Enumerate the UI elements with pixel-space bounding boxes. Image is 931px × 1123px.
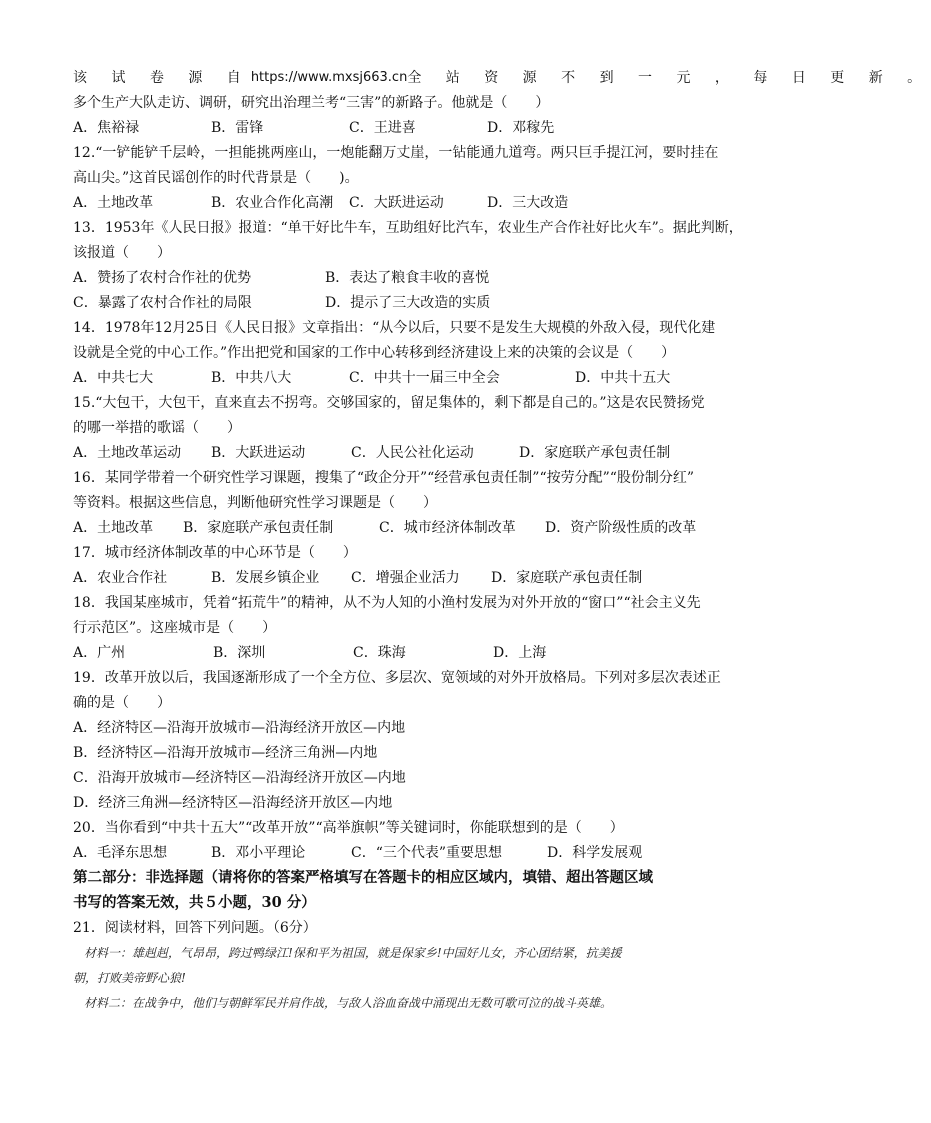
q11-continuation: 多个生产大队走访、调研，研究出治理兰考“三害”的新路子。他就是（ ）	[73, 95, 550, 111]
option-d: D．上海	[493, 645, 547, 661]
option-d: D．提示了三大改造的实质	[325, 295, 491, 311]
q13-stem-line1: 13．1953年《人民日报》报道：“单干好比牛车，互助组好比汽车，农业生产合作社好比火车”。据此判断，	[73, 220, 743, 236]
option-a: A．毛泽东思想	[73, 845, 168, 861]
option-c: C．珠海	[353, 645, 406, 661]
option-a: A．土地改革运动	[73, 445, 182, 461]
option-a: A．焦裕禄	[73, 120, 140, 136]
q17-stem: 17．城市经济体制改革的中心环节是（ ）	[73, 545, 357, 561]
q15-stem-line1: 15.“大包干，大包干，直来直去不拐弯。交够国家的，留足集体的，剩下都是自己的。”这是农民赞扬党	[73, 395, 705, 411]
q18-options	[73, 643, 734, 663]
option-b: B．发展乡镇企业	[211, 570, 320, 586]
option-a: A．土地改革	[73, 195, 154, 211]
option-c: C．大跃进运动	[349, 195, 444, 211]
q18-stem-line1: 18．我国某座城市，凭着“拓荒牛”的精神，从不为人知的小渔村发展为对外开放的“窗口”“社会主义先	[73, 595, 701, 611]
option-c: C．中共十一届三中全会	[349, 370, 500, 386]
q19-option-b: B．经济特区—沿海开放城市—经济三角洲—内地	[73, 745, 378, 761]
option-d: D．中共十五大	[575, 370, 671, 386]
option-c: C．暴露了农村合作社的局限	[73, 295, 252, 311]
q19-stem-line1: 19．改革开放以后，我国逐渐形成了一个全方位、多层次、宽领域的对外开放格局。下列对多层次表述正	[73, 670, 721, 686]
q15-stem-line2: 的哪一举措的歌谣（ ）	[73, 420, 241, 436]
q21-stem: 21．阅读材料，回答下列问题。（6分）	[73, 920, 317, 936]
q16-stem-line1: 16．某同学带着一个研究性学习课题，搜集了“政企分开”“经营承包责任制”“按劳分配”“股份制分红”	[73, 470, 695, 486]
q14-options	[73, 368, 734, 388]
q13-options-row2	[73, 293, 734, 313]
option-a: A．广州	[73, 645, 126, 661]
header-prefix: 该 试 卷 源 自	[73, 70, 251, 86]
part2-heading-line1: 第二部分：非选择题（请将你的答案严格填写在答题卡的相应区域内，填错、超出答题区域	[73, 869, 653, 886]
material-1-line1: 材料一：雄赳赳，气昂昂，跨过鸭绿江!保和平为祖国，就是保家乡!中国好儿女，齐心团结紧，抗美援	[84, 946, 622, 960]
option-d: D．邓稼先	[487, 120, 555, 136]
option-d: D．三大改造	[487, 195, 569, 211]
option-b: B．表达了粮食丰收的喜悦	[325, 270, 490, 286]
option-c: C．增强企业活力	[351, 570, 460, 586]
q12-stem-line1: 12.“一铲能铲千层岭，一担能挑两座山，一炮能翻万丈崖，一钻能通九道弯。两只巨手提江河，要时挂在	[73, 145, 719, 161]
option-c: C．王进喜	[349, 120, 416, 136]
source-header	[73, 68, 931, 88]
q11-options	[73, 118, 734, 138]
option-c: C．“三个代表”重要思想	[351, 845, 503, 861]
material-1-line2: 朝，打败美帝野心狼!	[73, 971, 186, 985]
q16-stem-line2: 等资料。根据这些信息，判断他研究性学习课题是（ ）	[73, 495, 437, 511]
q20-stem: 20．当你看到“中共十五大”“改革开放”“高举旗帜”等关键词时，你能联想到的是（ ）	[73, 820, 624, 836]
option-b: B．中共八大	[211, 370, 292, 386]
option-a: A．土地改革	[73, 520, 154, 536]
option-c: C．城市经济体制改革	[379, 520, 516, 536]
q17-options	[73, 568, 734, 588]
option-b: B．深圳	[213, 645, 266, 661]
q20-options	[73, 843, 734, 863]
q12-stem-line2: 高山尖。”这首民谣创作的时代背景是（ )。	[73, 170, 359, 186]
material-2: 材料二：在战争中，他们与朝鲜军民并肩作战，与敌人浴血奋战中涌现出无数可歌可泣的战斗英雄。	[84, 996, 613, 1010]
option-b: B．家庭联产承包责任制	[183, 520, 334, 536]
header-suffix: 全 站 资 源 不 到 一 元 ， 每 日 更 新 。	[407, 70, 931, 86]
header-url[interactable]: https://www.mxsj663.cn	[250, 70, 408, 85]
option-a: A．中共七大	[73, 370, 154, 386]
q19-option-d: D．经济三角洲—经济特区—沿海经济开放区—内地	[73, 795, 393, 811]
q14-stem-line2: 设就是全党的中心工作。”作出把党和国家的工作中心转移到经济建设上来的决策的会议是（ ）	[73, 345, 676, 361]
option-a: A．农业合作社	[73, 570, 168, 586]
option-a: A．赞扬了农村合作社的优势	[73, 270, 252, 286]
option-b: B．大跃进运动	[211, 445, 306, 461]
option-d: D．家庭联产承包责任制	[491, 570, 643, 586]
part2-heading-line2: 书写的答案无效，共５小题，30 分）	[73, 894, 316, 911]
q13-options-row1	[73, 268, 734, 288]
option-b: B．雷锋	[211, 120, 264, 136]
q12-options	[73, 193, 734, 213]
option-b: B．邓小平理论	[211, 845, 306, 861]
option-c: C．人民公社化运动	[351, 445, 474, 461]
q19-option-c: C．沿海开放城市—经济特区—沿海经济开放区—内地	[73, 770, 406, 786]
q13-stem-line2: 该报道（ ）	[73, 245, 171, 261]
q19-option-a: A．经济特区—沿海开放城市—沿海经济开放区—内地	[73, 720, 406, 736]
q14-stem-line1: 14．1978年12月25日《人民日报》文章指出：“从今以后，只要不是发生大规模的外敌入侵，现代化建	[73, 320, 716, 336]
q16-options	[73, 518, 734, 538]
option-b: B．农业合作化高潮	[211, 195, 334, 211]
q19-stem-line2: 确的是（ ）	[73, 695, 171, 711]
option-d: D．家庭联产承包责任制	[519, 445, 671, 461]
option-d: D．资产阶级性质的改革	[545, 520, 697, 536]
q15-options	[73, 443, 734, 463]
option-d: D．科学发展观	[547, 845, 643, 861]
q18-stem-line2: 行示范区”。这座城市是（ ）	[73, 620, 277, 636]
